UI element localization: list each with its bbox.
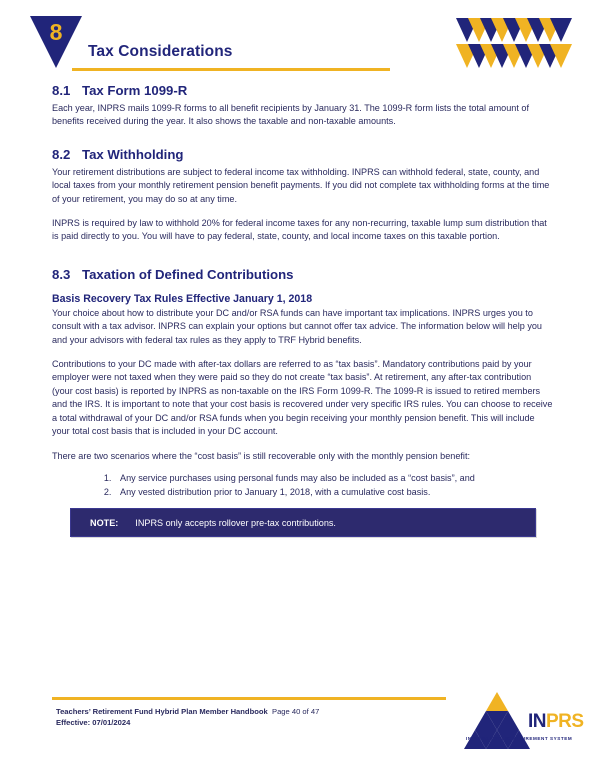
triangle-pattern-row-2 [456, 44, 574, 70]
triangle-icon [550, 44, 572, 68]
section-number: 8.3 [52, 266, 71, 282]
scenario-list [52, 472, 554, 499]
section-heading-8-2 [52, 146, 554, 163]
logo-word-in: IN [528, 711, 546, 732]
list-item: 2. Any vested distribution prior to January 1, 2018, with a cumulative cost basis. [114, 486, 554, 500]
list-item: 1. Any service purchases using personal funds may also be included as a “cost basis”, and [114, 472, 554, 486]
subsection-heading: Basis Recovery Tax Rules Effective January 1, 2018 [52, 292, 313, 305]
footer-effective-date: Effective: 07/01/2024 [56, 717, 131, 727]
triangle-icon [486, 692, 508, 711]
section-title: Taxation of Defined Contributions [82, 266, 294, 282]
chapter-badge [30, 16, 82, 68]
paragraph: There are two scenarios where the “cost basis” is still recoverable only with the monthly pension benefit: [52, 450, 471, 461]
page-footer [0, 686, 600, 776]
paragraph: Contributions to your DC made with after-tax dollars are referred to as “tax basis”. Mandatory contributions paid by your employer were not taxed when they were paid so they do not create “tax basis”. At retirement, any after-tax contribution (your cost basis) is reported by INPRS as non-taxable on the IRS Form 1099-R. The 1099-R is issued to retired members and the IRS. It is important to note that your cost basis is recovered under very specific IRS rules. You can choose to receive a total withdrawal of your DC and/or RSA funds when you begin receiving your monthly pension benefit. This will include your total cost basis that is included in your DC account. [52, 359, 553, 437]
note-text: INPRS only accepts rollover pre-tax contributions. [135, 517, 336, 528]
triangle-icon [497, 711, 519, 730]
logo-word-prs: PRS [546, 711, 584, 732]
header-divider [72, 68, 390, 71]
section-heading-8-3 [52, 266, 554, 283]
triangle-pattern-row-1 [456, 18, 574, 44]
footer-divider [52, 697, 446, 700]
page-header [0, 0, 600, 80]
footer-handbook-title-line1: Teachers’ Retirement Fund Hybrid Plan Member [56, 707, 229, 716]
paragraph: Each year, INPRS mails 1099-R forms to all benefit recipients by January 31. The 1099-R form lists the total amount of benefits received during the year. It also shows the taxable and non-taxable amounts. [52, 103, 529, 127]
section-title: Tax Withholding [82, 146, 184, 162]
inprs-tagline: INDIANA PUBLIC RETIREMENT SYSTEM [466, 736, 573, 741]
triangle-icon [550, 18, 572, 42]
section-number: 8.1 [52, 83, 71, 98]
paragraph: Your choice about how to distribute your DC and/or RSA funds can have important tax implications. INPRS urges you to consult with a tax advisor. INPRS can explain your options but cannot offer tax advice. The information below will help you and your advisors with federal tax rules as they apply to TRF Hybrid benefits. [52, 307, 542, 345]
document-content [52, 82, 554, 537]
section-title: Tax Form 1099-R [82, 83, 188, 98]
note-label: NOTE: [90, 517, 119, 528]
page-number: Page 40 of 47 [272, 707, 320, 716]
paragraph: INPRS is required by law to withhold 20% for federal income taxes for any non-recurring, taxable lump sum distribution that is paid directly to you. You will have to pay federal, state, county, and local income taxes on this taxable portion. [52, 218, 547, 242]
section-heading-8-1 [52, 82, 554, 99]
triangle-pattern-decoration [456, 18, 574, 70]
inprs-logo [462, 690, 594, 756]
footer-handbook-title-line2: Handbook [230, 707, 268, 716]
page-title: Tax Considerations [88, 43, 233, 60]
section-number: 8.2 [52, 146, 71, 162]
inprs-wordmark [528, 712, 584, 732]
footer-handbook-info [56, 707, 286, 728]
note-callout-box [70, 508, 536, 537]
paragraph: Your retirement distributions are subject to federal income tax withholding. INPRS can withhold federal, state, county, and local taxes from your monthly retirement pension benefit payments. If you did not complete tax withholding forms at the time of your retirement, you may do so at any time. [52, 166, 550, 204]
spacer [52, 255, 554, 266]
chapter-number: 8 [49, 19, 63, 45]
